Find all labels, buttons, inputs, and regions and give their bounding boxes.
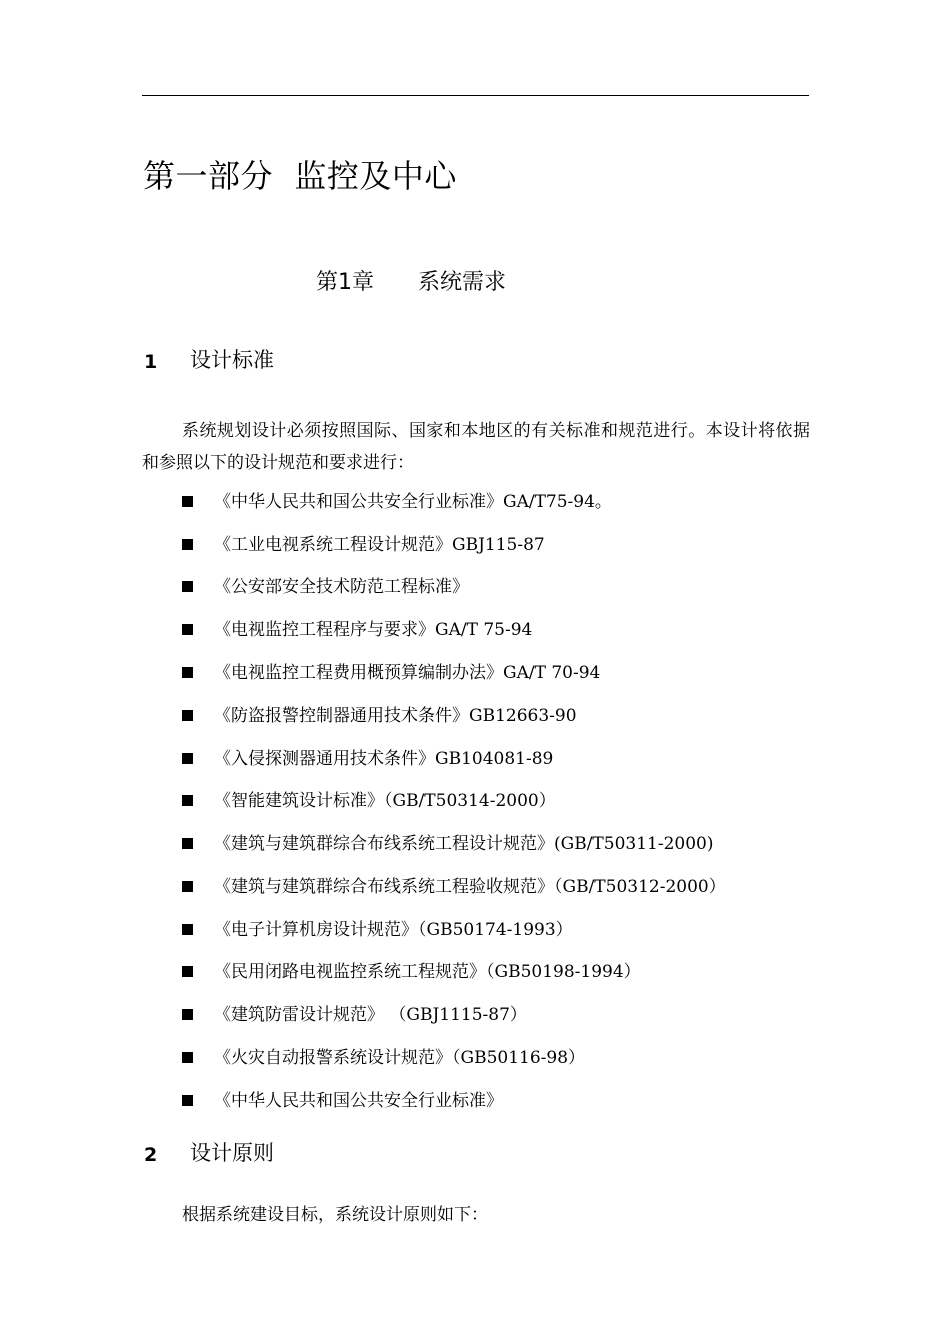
standard-text: 《防盗报警控制器通用技术条件》GB12663-90	[214, 706, 577, 726]
section-title: 设计标准	[190, 348, 274, 372]
standard-text: 《电视监控工程程序与要求》GA/T 75-94	[214, 620, 533, 640]
list-item	[182, 701, 822, 731]
square-bullet-icon	[182, 924, 193, 935]
list-item	[182, 786, 822, 816]
square-bullet-icon	[182, 667, 193, 678]
standard-text: 《建筑防雷设计规范》 （GBJ1115-87）	[214, 1005, 527, 1025]
section-number: 1	[144, 351, 158, 373]
standard-text: 《中华人民共和国公共安全行业标准》	[214, 1091, 503, 1111]
list-item	[182, 872, 822, 902]
list-item	[182, 957, 822, 987]
square-bullet-icon	[182, 1095, 193, 1106]
principles-paragraph: 根据系统建设目标，系统设计原则如下：	[182, 1205, 488, 1225]
chapter-number: 第1章	[316, 270, 374, 295]
standard-text: 《入侵探测器通用技术条件》GB104081-89	[214, 749, 554, 769]
standard-text: 《公安部安全技术防范工程标准》	[214, 577, 469, 597]
header-rule	[142, 95, 809, 96]
list-item	[182, 829, 822, 859]
square-bullet-icon	[182, 1052, 193, 1063]
standard-text: 《建筑与建筑群综合布线系统工程设计规范》(GB/T50311-2000)	[214, 834, 714, 854]
list-item	[182, 615, 822, 645]
section-title: 设计原则	[190, 1141, 274, 1165]
list-item	[182, 1086, 822, 1116]
standard-text: 《电子计算机房设计规范》（GB50174-1993）	[214, 920, 573, 940]
square-bullet-icon	[182, 1009, 193, 1020]
square-bullet-icon	[182, 753, 193, 764]
list-item	[182, 1043, 822, 1073]
standard-text: 《火灾自动报警系统设计规范》（GB50116-98）	[214, 1048, 586, 1068]
square-bullet-icon	[182, 624, 193, 635]
standard-text: 《建筑与建筑群综合布线系统工程验收规范》（GB/T50312-2000）	[214, 877, 726, 897]
square-bullet-icon	[182, 581, 193, 592]
standard-text: 《工业电视系统工程设计规范》GBJ115-87	[214, 535, 545, 555]
part-title: 第一部分 监控及中心	[143, 157, 457, 195]
standard-text: 《智能建筑设计标准》（GB/T50314-2000）	[214, 791, 556, 811]
list-item	[182, 530, 822, 560]
square-bullet-icon	[182, 966, 193, 977]
standard-text: 《民用闭路电视监控系统工程规范》（GB50198-1994）	[214, 962, 641, 982]
square-bullet-icon	[182, 838, 193, 849]
square-bullet-icon	[182, 881, 193, 892]
standard-text: 《中华人民共和国公共安全行业标准》GA/T75-94。	[214, 492, 612, 512]
list-item	[182, 658, 822, 688]
square-bullet-icon	[182, 795, 193, 806]
list-item	[182, 1000, 822, 1030]
list-item	[182, 915, 822, 945]
list-item	[182, 487, 822, 517]
chapter-heading	[316, 266, 506, 300]
list-item	[182, 572, 822, 602]
standard-text: 《电视监控工程费用概预算编制办法》GA/T 70-94	[214, 663, 601, 683]
list-item	[182, 744, 822, 774]
square-bullet-icon	[182, 539, 193, 550]
square-bullet-icon	[182, 710, 193, 721]
square-bullet-icon	[182, 496, 193, 507]
section-number: 2	[144, 1144, 158, 1166]
intro-paragraph: 系统规划设计必须按照国际、国家和本地区的有关标准和规范进行。本设计将依据和参照以下的设计规范和要求进行：	[142, 421, 810, 473]
chapter-title: 系统需求	[418, 270, 507, 295]
